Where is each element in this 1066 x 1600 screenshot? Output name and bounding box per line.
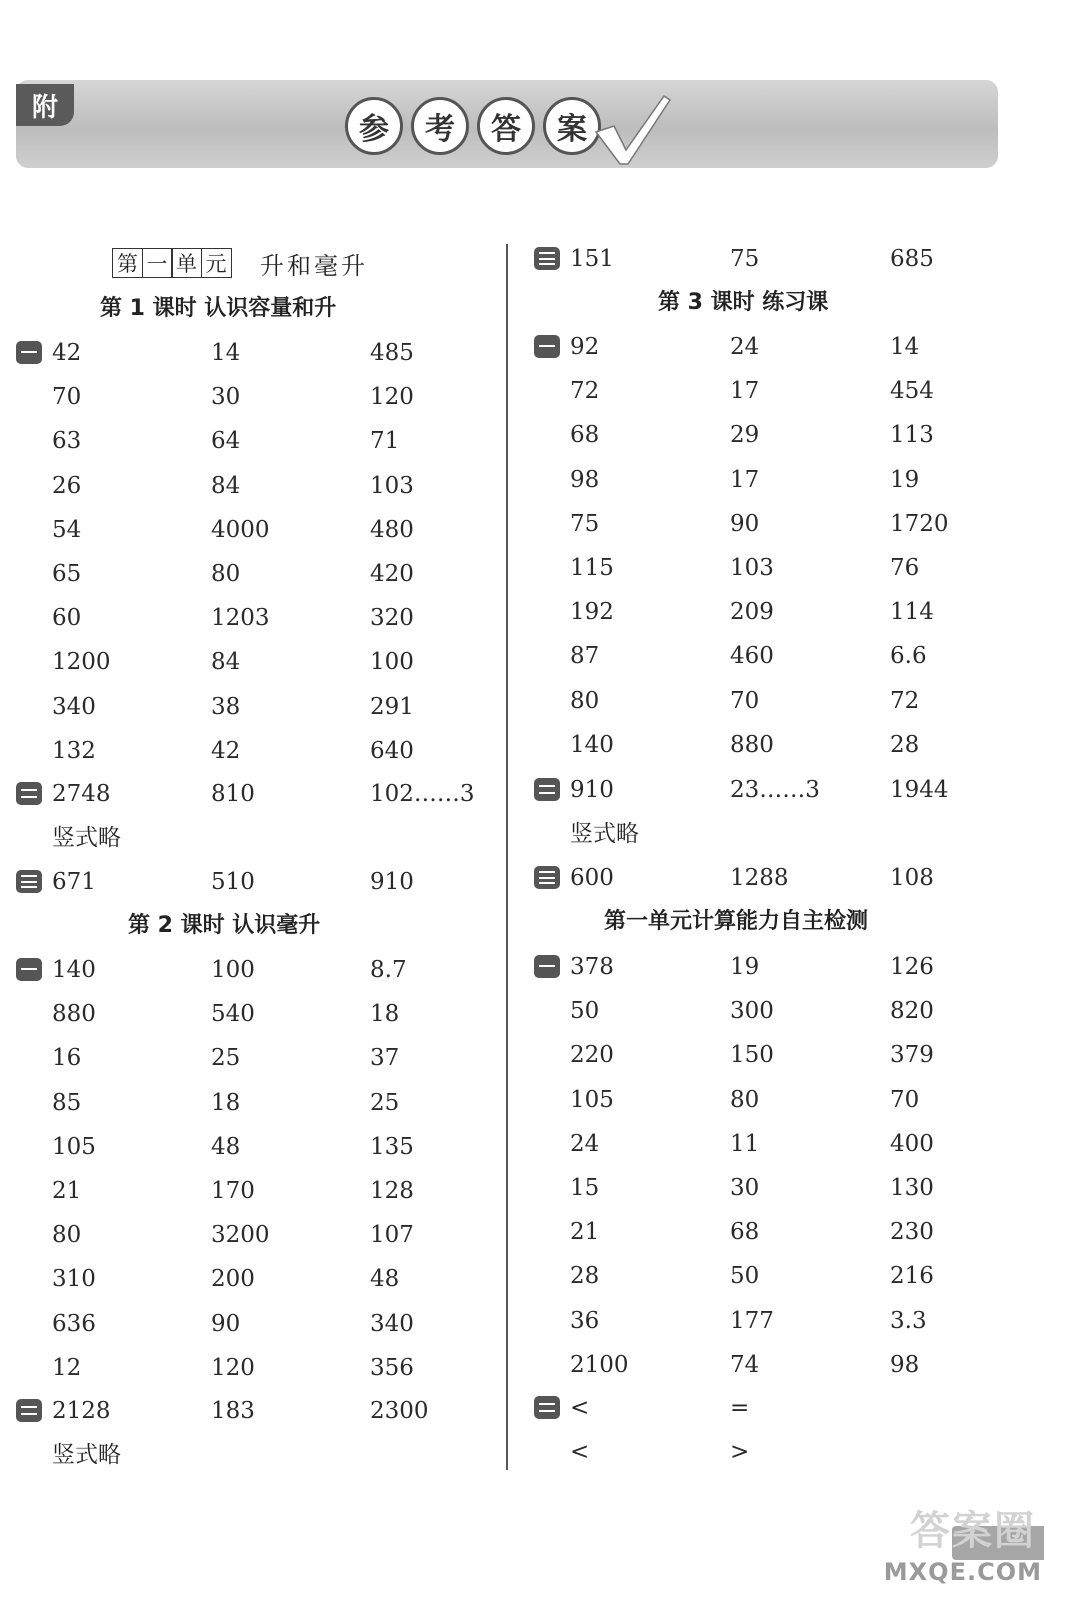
answer-value: 65: [52, 561, 82, 587]
answer-value: 140: [52, 957, 96, 983]
answer-row: [0, 1259, 500, 1299]
answer-value: 460: [730, 643, 774, 670]
watermark-domain: MXQE.COM: [883, 1558, 1042, 1586]
answer-value: 685: [890, 246, 934, 272]
lesson-title: 第 1 课时 认识容量和升: [100, 296, 337, 321]
section-marker-icon: [534, 778, 560, 801]
answer-value: 18: [211, 1089, 241, 1116]
answer-value: 68: [570, 422, 600, 449]
answer-value: 70: [890, 1086, 920, 1113]
section-marker-icon: [534, 866, 560, 889]
answer-row: [518, 1256, 1018, 1296]
answer-value: 120: [211, 1354, 255, 1381]
answer-value: 291: [370, 693, 414, 720]
unit-heading: [112, 244, 368, 282]
unit-box: 第: [112, 248, 143, 278]
unit-label: [112, 248, 230, 278]
section-marker-icon: [16, 958, 42, 981]
answer-value: 2100: [570, 1351, 629, 1378]
answer-value: 75: [730, 246, 760, 272]
answer-value: 1720: [890, 510, 949, 537]
lesson-title: 第 3 课时 练习课: [658, 290, 829, 315]
answer-value: 671: [52, 869, 96, 895]
answer-value: 151: [570, 246, 614, 272]
answer-value: 820: [890, 998, 934, 1025]
answer-row: [0, 598, 500, 638]
answer-value: 114: [890, 599, 934, 626]
answer-value: 108: [890, 865, 934, 891]
answer-row: [0, 466, 500, 506]
answer-value: 19: [730, 954, 760, 980]
answer-value: 1944: [890, 777, 949, 803]
answer-value: 80: [730, 1086, 760, 1113]
answer-value: 75: [570, 510, 600, 537]
answer-row: [518, 239, 1018, 279]
section-marker-icon: [534, 955, 560, 978]
answer-value: 80: [52, 1222, 82, 1249]
answer-value: 880: [730, 731, 774, 758]
answer-value: 135: [370, 1133, 414, 1160]
answer-value: <: [570, 1439, 590, 1465]
answer-value: 636: [52, 1310, 96, 1337]
answer-value: 17: [730, 378, 760, 405]
answer-value: 200: [211, 1266, 255, 1293]
answer-value: 68: [730, 1219, 760, 1246]
answer-row: [0, 333, 500, 373]
answer-value: 113: [890, 422, 934, 449]
answer-value: 70: [730, 687, 760, 714]
answer-value: 21: [52, 1178, 82, 1204]
answer-value: 600: [570, 865, 614, 891]
answer-value: 25: [370, 1089, 400, 1116]
answer-value: 310: [52, 1266, 96, 1293]
watermark-logo: 答案圈: [910, 1508, 1036, 1554]
answer-value: 480: [370, 516, 414, 543]
section-marker-icon: [16, 341, 42, 364]
note-text: 竖式略: [52, 825, 121, 851]
answer-value: 103: [730, 555, 774, 581]
answer-value: 16: [52, 1045, 82, 1072]
answer-value: 3200: [211, 1222, 270, 1249]
answer-value: 14: [890, 334, 920, 360]
test-title: 第一单元计算能力自主检测: [604, 909, 869, 934]
title-char: 参: [345, 97, 403, 155]
answer-value: 126: [890, 954, 934, 980]
answer-value: 540: [211, 1001, 255, 1028]
unit-box: 一: [142, 248, 173, 278]
answer-value: 64: [211, 428, 241, 455]
answer-value: 320: [370, 605, 414, 632]
answer-value: 640: [370, 737, 414, 764]
answer-value: 120: [370, 384, 414, 411]
answer-value: 1200: [52, 649, 111, 676]
answer-value: 15: [570, 1175, 600, 1201]
answer-row: [518, 592, 1018, 632]
answer-value: 50: [730, 1263, 760, 1290]
answer-value: 107: [370, 1222, 414, 1249]
answer-value: 510: [211, 869, 255, 895]
answer-value: 400: [890, 1130, 934, 1157]
answer-value: 105: [52, 1133, 96, 1160]
answer-value: 90: [730, 510, 760, 537]
answer-row: [0, 731, 500, 771]
answer-value: 23……3: [730, 777, 820, 803]
answer-value: 92: [570, 334, 600, 360]
answer-row: [518, 858, 1018, 898]
answer-value: 910: [370, 869, 414, 895]
lesson-title: 第 2 课时 认识毫升: [128, 913, 321, 938]
answer-row: [0, 1171, 500, 1211]
answer-value: 26: [52, 472, 82, 499]
answer-value: 84: [211, 649, 241, 676]
answer-value: 24: [730, 334, 760, 360]
answer-value: 72: [890, 687, 920, 714]
answer-row: [0, 554, 500, 594]
answer-value: >: [730, 1439, 750, 1465]
answer-value: 378: [570, 954, 614, 980]
answer-value: 37: [370, 1045, 400, 1072]
answer-row: [0, 1083, 500, 1123]
answer-row: [518, 1168, 1018, 1208]
answer-value: 1288: [730, 865, 789, 891]
answer-row: [518, 1212, 1018, 1252]
answer-value: 128: [370, 1178, 414, 1204]
answer-value: 70: [52, 384, 82, 411]
answer-row: [518, 636, 1018, 676]
answer-value: 140: [570, 731, 614, 758]
answer-value: 485: [370, 340, 414, 366]
answer-value: 3.3: [890, 1307, 927, 1334]
answer-value: 170: [211, 1178, 255, 1204]
answer-row: [518, 991, 1018, 1031]
answer-value: 340: [370, 1310, 414, 1337]
answer-value: 98: [570, 466, 600, 493]
answer-row: [0, 421, 500, 461]
answer-value: 18: [370, 1001, 400, 1028]
title-char: 考: [411, 97, 469, 155]
answer-row: [0, 1127, 500, 1167]
answer-value: 192: [570, 599, 614, 626]
answer-value: 356: [370, 1354, 414, 1381]
answer-row: [0, 1391, 500, 1431]
section-marker-icon: [534, 335, 560, 358]
answer-value: 1203: [211, 605, 270, 632]
answer-value: 90: [211, 1310, 241, 1337]
answer-row: [518, 504, 1018, 544]
answer-value: 50: [570, 998, 600, 1025]
answer-row: [518, 770, 1018, 810]
answer-value: 183: [211, 1398, 255, 1424]
answer-row: [518, 725, 1018, 765]
answer-value: 420: [370, 561, 414, 587]
answer-value: 28: [890, 731, 920, 758]
answer-value: 71: [370, 428, 400, 455]
note-text: 竖式略: [570, 821, 639, 847]
answer-value: 105: [570, 1086, 614, 1113]
answer-row: [0, 510, 500, 550]
answer-row: [518, 1080, 1018, 1120]
answer-value: 48: [370, 1266, 400, 1293]
answer-value: 19: [890, 466, 920, 493]
section-marker-icon: [16, 870, 42, 893]
answer-row: [0, 1038, 500, 1078]
answer-row: [518, 1124, 1018, 1164]
answer-value: 25: [211, 1045, 241, 1072]
answer-value: 454: [890, 378, 934, 405]
answer-value: 63: [52, 428, 82, 455]
answer-value: 6.6: [890, 643, 927, 670]
answer-row: [518, 371, 1018, 411]
answer-row: [518, 1432, 1018, 1472]
appendix-tab: 附: [16, 84, 74, 126]
answer-value: 80: [570, 687, 600, 714]
answer-value: 24: [570, 1130, 600, 1157]
unit-name: 升和毫升: [260, 251, 368, 280]
answer-value: 2300: [370, 1398, 429, 1424]
answer-row: [518, 327, 1018, 367]
answer-value: 340: [52, 693, 96, 720]
answer-value: <: [570, 1395, 590, 1421]
answer-row: [0, 1348, 500, 1388]
answer-value: 11: [730, 1130, 760, 1157]
answer-value: 115: [570, 555, 614, 581]
answer-row: [518, 1345, 1018, 1385]
answer-value: 2128: [52, 1398, 111, 1424]
answer-value: 17: [730, 466, 760, 493]
column-divider: [506, 244, 508, 1470]
answer-row: [0, 377, 500, 417]
answer-value: 28: [570, 1263, 600, 1290]
answer-value: 12: [52, 1354, 82, 1381]
answer-value: 100: [370, 649, 414, 676]
answer-row: [0, 774, 500, 814]
answer-value: 85: [52, 1089, 82, 1116]
answer-value: 209: [730, 599, 774, 626]
answer-value: 177: [730, 1307, 774, 1334]
answer-row: [518, 415, 1018, 455]
answer-value: 21: [570, 1219, 600, 1246]
answer-value: 36: [570, 1307, 600, 1334]
answer-row: [0, 642, 500, 682]
answer-value: 4000: [211, 516, 270, 543]
answer-value: 130: [890, 1175, 934, 1201]
answer-value: 2748: [52, 781, 111, 807]
section-marker-icon: [16, 1399, 42, 1422]
answer-value: 48: [211, 1133, 241, 1160]
answer-value: 14: [211, 340, 241, 366]
answer-value: 30: [211, 384, 241, 411]
answer-value: 84: [211, 472, 241, 499]
answer-value: 379: [890, 1042, 934, 1069]
answer-value: 38: [211, 693, 241, 720]
title-char: 答: [477, 97, 535, 155]
answer-value: 42: [211, 737, 241, 764]
answer-row: [518, 947, 1018, 987]
answer-value: 72: [570, 378, 600, 405]
answer-value: 54: [52, 516, 82, 543]
answer-row: [0, 994, 500, 1034]
answer-value: 87: [570, 643, 600, 670]
title-char: 案: [543, 97, 601, 155]
answer-row: [0, 687, 500, 727]
answer-value: 220: [570, 1042, 614, 1069]
answer-value: =: [730, 1395, 750, 1421]
answer-value: 103: [370, 472, 414, 499]
answer-row: [0, 1215, 500, 1255]
answer-value: 880: [52, 1001, 96, 1028]
answer-value: 132: [52, 737, 96, 764]
answer-row: [518, 1301, 1018, 1341]
answer-value: 216: [890, 1263, 934, 1290]
answer-value: 76: [890, 555, 920, 581]
answer-value: 150: [730, 1042, 774, 1069]
answer-row: [518, 681, 1018, 721]
answer-row: [518, 460, 1018, 500]
page-title: [345, 96, 601, 156]
answer-row: [518, 548, 1018, 588]
answer-row: [0, 1304, 500, 1344]
answer-row: [0, 862, 500, 902]
section-marker-icon: [534, 247, 560, 270]
answer-value: 42: [52, 340, 82, 366]
answer-value: 74: [730, 1351, 760, 1378]
answer-value: 29: [730, 422, 760, 449]
answer-value: 100: [211, 957, 255, 983]
answer-value: 102……3: [370, 781, 475, 807]
checkmark-icon: [592, 92, 672, 168]
answer-value: 810: [211, 781, 255, 807]
note-text: 竖式略: [52, 1442, 121, 1468]
answer-row: [518, 1388, 1018, 1428]
answer-value: 300: [730, 998, 774, 1025]
answer-value: 30: [730, 1175, 760, 1201]
answer-value: 8.7: [370, 957, 407, 983]
unit-box: 元: [201, 248, 232, 278]
section-marker-icon: [16, 782, 42, 805]
answer-value: 98: [890, 1351, 920, 1378]
answer-value: 80: [211, 561, 241, 587]
section-marker-icon: [534, 1396, 560, 1419]
answer-value: 910: [570, 777, 614, 803]
answer-value: 60: [52, 605, 82, 632]
answer-row: [0, 950, 500, 990]
answer-value: 230: [890, 1219, 934, 1246]
answer-row: [518, 1035, 1018, 1075]
unit-box: 单: [171, 248, 202, 278]
